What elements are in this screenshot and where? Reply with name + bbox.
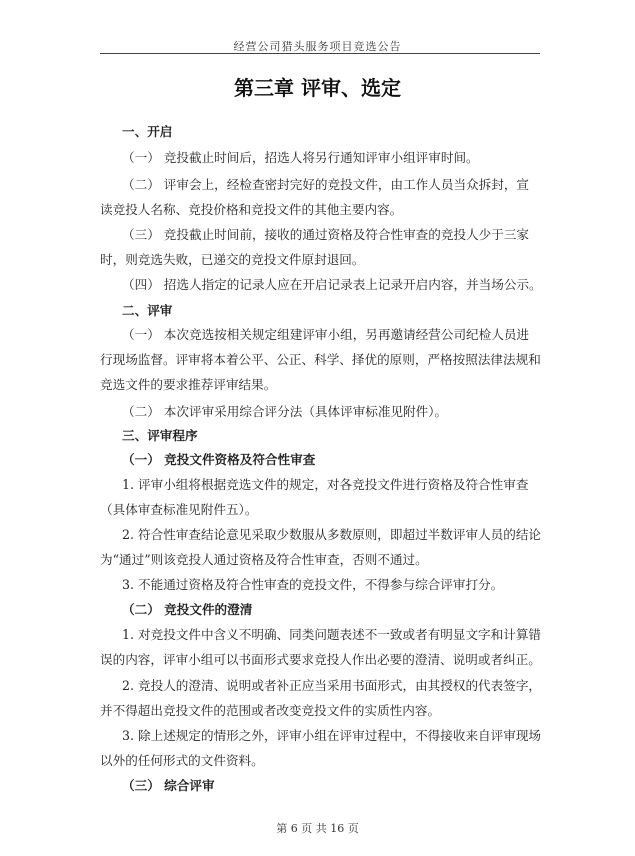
paragraph: （具体审查标准见附件五）。 [100, 502, 258, 517]
paragraph: （一） 竞投截止时间后，招选人将另行通知评审小组评审时间。 [122, 150, 479, 165]
header-divider [100, 53, 540, 54]
paragraph: 行现场监督。评审将本着公平、公正、科学、择优的原则，严格按照法律法规和 [100, 352, 541, 367]
paragraph: 1. 对竞投文件中含义不明确、同类问题表述不一致或者有明显文字和计算错 [122, 627, 542, 642]
paragraph: （二） 本次评审采用综合评分法（具体评审标准见附件）。 [122, 404, 448, 419]
paragraph: 2. 符合性审查结论意见采取少数服从多数原则，即超过半数评审人员的结论 [122, 527, 542, 542]
section-heading-opening: 一、开启 [122, 124, 173, 139]
chapter-title: 第三章 评审、选定 [234, 76, 401, 100]
paragraph: 为“通过”则该竞投人通过资格及符合性审查，否则不通过。 [100, 552, 428, 567]
section-heading-procedure: 三、评审程序 [122, 428, 198, 443]
paragraph: （三） 竞投截止时间前，接收的通过资格及符合性审查的竞投人少于三家 [122, 227, 530, 242]
subsection-heading-qualification: （一） 竞投文件资格及符合性审查 [122, 452, 316, 467]
section-heading-review: 二、评审 [122, 303, 173, 318]
subsection-heading-clarification: （二） 竞投文件的澄清 [122, 602, 253, 617]
paragraph: （一） 本次竞选按相关规定组建评审小组，另再邀请经营公司纪检人员进 [122, 327, 530, 342]
paragraph: 并不得超出竞投文件的范围或者改变竞投文件的实质性内容。 [100, 703, 441, 718]
paragraph: 3. 除上述规定的情形之外，评审小组在评审过程中，不得接收来自评审现场 [122, 728, 542, 743]
page-number-footer: 第 6 页 共 16 页 [276, 822, 359, 835]
subsection-heading-comprehensive-review: （三） 综合评审 [122, 778, 215, 793]
paragraph: 读竞投人名称、竞投价格和竞投文件的其他主要内容。 [100, 202, 403, 217]
page-header: 经营公司猎头服务项目竞选公告 [233, 40, 402, 53]
paragraph: （二） 评审会上，经检查密封完好的竞投文件，由工作人员当众拆封，宣 [122, 177, 530, 192]
paragraph: 以外的任何形式的文件资料。 [100, 753, 264, 768]
paragraph: 2. 竞投人的澄清、说明或者补正应当采用书面形式，由其授权的代表签字， [122, 678, 542, 693]
paragraph: 竞选文件的要求推荐评审结果。 [100, 377, 277, 392]
paragraph: （四） 招选人指定的记录人应在开启记录表上记录开启内容，并当场公示。 [122, 277, 542, 292]
paragraph: 3. 不能通过资格及符合性审查的竞投文件，不得参与综合评审打分。 [122, 577, 504, 592]
paragraph: 1. 评审小组将根据竞选文件的规定，对各竞投文件进行资格及符合性审查 [122, 477, 529, 492]
paragraph: 误的内容，评审小组可以书面形式要求竞投人作出必要的澄清、说明或者纠正。 [100, 652, 541, 667]
paragraph: 时，则竞选失败，已递交的竞投文件原封退回。 [100, 252, 365, 267]
